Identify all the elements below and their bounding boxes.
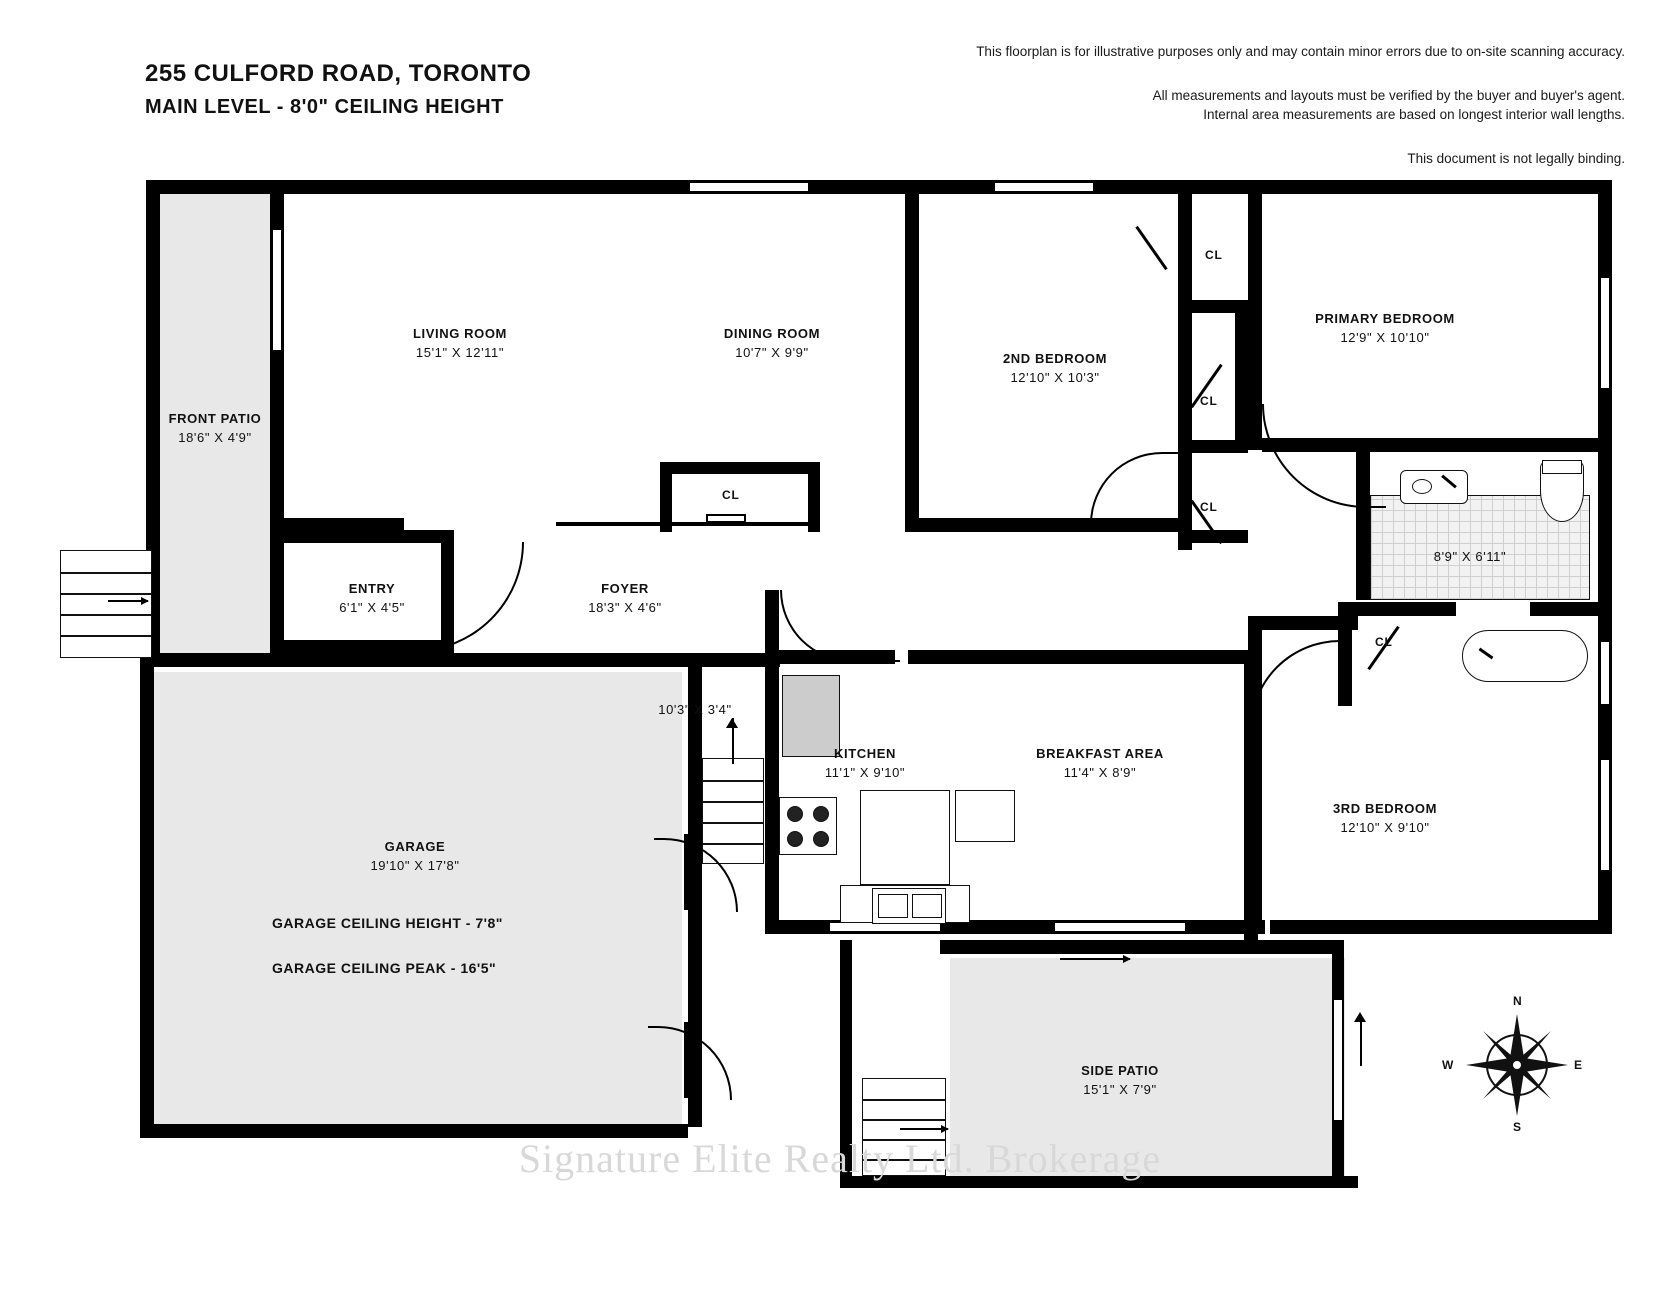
room-name: FOYER xyxy=(601,581,649,596)
room-dims: 8'9" X 6'11" xyxy=(1433,549,1507,564)
garage-note-ceiling-peak: GARAGE CEILING PEAK - 16'5" xyxy=(272,960,497,976)
door-garage-rear-panel xyxy=(684,1022,694,1098)
disclaimer-line-4: This document is not legally binding. xyxy=(1407,150,1625,166)
window-breakfast-bottom xyxy=(1055,923,1185,931)
disclaimer-line-2: All measurements and layouts must be verified by the buyer and buyer's agent. xyxy=(1152,87,1625,103)
compass-label-n: N xyxy=(1513,994,1522,1008)
wall-hall-closet-lower-top xyxy=(1338,602,1356,616)
compass-label-e: E xyxy=(1574,1058,1583,1072)
room-label-bathroom-dims xyxy=(1380,548,1560,567)
room-name: PRIMARY BEDROOM xyxy=(1315,311,1455,326)
sink-bowl xyxy=(1412,479,1432,494)
room-dims: 15'1" X 12'11" xyxy=(415,344,505,360)
wall-hall-stair-right xyxy=(765,590,779,660)
closet-label-3: CL xyxy=(1200,500,1218,514)
room-dims: 18'6" X 4'9" xyxy=(178,429,252,445)
window-right-1 xyxy=(1601,278,1609,388)
garage-fill xyxy=(148,672,682,1127)
compass-label-s: S xyxy=(1513,1120,1522,1134)
room-dims: 12'9" X 10'10" xyxy=(1340,329,1430,345)
compass-icon xyxy=(1452,1000,1582,1130)
room-dims: 11'4" X 8'9" xyxy=(1063,764,1137,780)
wall-bath-bottom xyxy=(1356,602,1456,616)
disclaimer-line-1: This floorplan is for illustrative purposes only and may contain minor errors due to on-site scanning accuracy. xyxy=(976,44,1625,59)
room-dims: 6'1" X 4'5" xyxy=(339,599,405,615)
breakfast-exit-arrow xyxy=(1060,958,1130,960)
room-label-entry xyxy=(292,580,452,618)
door-garage-interior-panel xyxy=(684,834,694,910)
room-label-side-patio xyxy=(1020,1062,1220,1100)
room-label-living-room xyxy=(360,325,560,363)
closet-foyer-walls xyxy=(660,462,820,474)
room-name: GARAGE xyxy=(384,839,446,854)
window-right-3 xyxy=(1601,760,1609,870)
room-dims: 10'7" X 9'9" xyxy=(735,344,809,360)
wall-breakfast-right xyxy=(1244,650,1258,940)
sink-basin-right xyxy=(912,894,942,918)
burner-3 xyxy=(787,831,803,847)
room-name: BREAKFAST AREA xyxy=(1036,746,1164,761)
room-dims: 15'1" X 7'9" xyxy=(1083,1081,1157,1097)
toilet-tank xyxy=(1542,460,1582,474)
room-name: FRONT PATIO xyxy=(168,411,262,426)
garage-note-ceiling-height: GARAGE CEILING HEIGHT - 7'8" xyxy=(272,915,503,931)
window-top-2 xyxy=(995,183,1093,191)
burner-1 xyxy=(787,806,803,822)
room-name: 2ND BEDROOM xyxy=(1002,351,1108,366)
closet-label-foyer: CL xyxy=(722,488,740,502)
compass-label-w: W xyxy=(1442,1058,1454,1072)
stairs-front-exterior xyxy=(60,550,152,658)
stairs-interior-arrowhead xyxy=(726,718,738,728)
room-name: LIVING ROOM xyxy=(413,326,507,341)
room-dims: 12'10" X 9'10" xyxy=(1340,819,1430,835)
wall-2nd-bedroom-right xyxy=(1178,180,1192,310)
wall-kitchen-left xyxy=(765,650,779,920)
room-name: SIDE PATIO xyxy=(1081,1063,1159,1078)
disclaimer-block xyxy=(865,42,1625,168)
window-patio-right xyxy=(273,230,281,350)
stove-range xyxy=(779,797,837,855)
closet-label-1: CL xyxy=(1205,248,1223,262)
wall-foyer-kitchen-top xyxy=(688,653,780,667)
stairs-side-patio-arrow xyxy=(900,1128,948,1130)
room-dims: 11'1" X 9'10" xyxy=(824,764,906,780)
stairs-interior-hall xyxy=(702,758,764,864)
wall-hall-closet-col2 xyxy=(1235,300,1248,450)
room-label-breakfast-area xyxy=(1000,745,1200,783)
disclaimer-line-3: Internal area measurements are based on longest interior wall lengths. xyxy=(1203,107,1625,123)
bathtub-fixture xyxy=(1462,630,1588,682)
sink-basin-left xyxy=(878,894,908,918)
door-bathroom xyxy=(1250,640,1350,730)
page-title: 255 CULFORD ROAD, TORONTO xyxy=(145,60,532,87)
burner-2 xyxy=(813,806,829,822)
wall-3rd-bedroom-top xyxy=(1248,616,1358,630)
room-dims: 18'3" X 4'6" xyxy=(588,599,662,615)
wall-breakfast-top xyxy=(908,650,1258,664)
wall-livingroom-bottom xyxy=(284,518,404,532)
wall-dining-right xyxy=(905,180,919,532)
wall-bath-bottom-2 xyxy=(1530,602,1612,616)
room-dims: 19'10" X 17'8" xyxy=(370,857,460,873)
room-name: ENTRY xyxy=(348,581,396,596)
patio-right-arrow xyxy=(1360,1020,1362,1066)
room-label-foyer xyxy=(530,580,720,618)
title-block xyxy=(145,60,531,119)
wall-hall-bottom xyxy=(148,653,688,667)
room-label-dining-room xyxy=(672,325,872,363)
closet-label-2: CL xyxy=(1200,394,1218,408)
room-name: 3RD BEDROOM xyxy=(1332,801,1438,816)
closet-foyer-door xyxy=(556,522,820,526)
watermark-brokerage: Signature Elite Realty Ltd. Brokerage xyxy=(518,1136,1162,1181)
window-top-1 xyxy=(690,183,808,191)
patio-right-arrowhead xyxy=(1354,1012,1366,1022)
counter-peninsula xyxy=(860,790,950,885)
room-label-hall-dims xyxy=(640,700,750,720)
door-2nd-bedroom xyxy=(1090,452,1182,524)
door-primary-bedroom xyxy=(1262,404,1386,508)
room-label-kitchen xyxy=(765,745,965,783)
room-name: KITCHEN xyxy=(834,746,896,761)
closet-foyer-handle xyxy=(706,514,746,523)
counter-upper xyxy=(955,790,1015,842)
page-subtitle: MAIN LEVEL - 8'0" CEILING HEIGHT xyxy=(145,96,504,118)
room-label-3rd-bedroom xyxy=(1285,800,1485,838)
room-label-front-patio xyxy=(120,410,310,448)
window-kitchen-bottom xyxy=(830,923,940,931)
wall-primary-left xyxy=(1248,180,1262,450)
room-name: DINING ROOM xyxy=(723,326,821,341)
window-right-2 xyxy=(1601,642,1609,704)
exterior-wall-bottom-right xyxy=(1270,920,1612,934)
room-label-garage xyxy=(305,838,525,876)
exterior-wall-left-lower xyxy=(140,658,154,1138)
closet-bifold-1 xyxy=(1135,226,1167,270)
room-label-2nd-bedroom xyxy=(955,350,1155,388)
room-dims: 10'3" X 3'4" xyxy=(658,702,732,717)
compass-rose xyxy=(1442,994,1583,1134)
wall-side-patio-top xyxy=(940,940,1344,954)
burner-4 xyxy=(813,831,829,847)
sink-fixture xyxy=(1400,470,1468,504)
wall-hall-closet-div1 xyxy=(1178,440,1248,453)
room-label-primary-bedroom xyxy=(1275,310,1495,348)
window-side-patio-right xyxy=(1334,1000,1342,1120)
exterior-wall-top xyxy=(146,180,1612,194)
stairs-front-arrow xyxy=(108,600,148,602)
room-dims: 12'10" X 10'3" xyxy=(1010,369,1100,385)
closet-label-4: CL xyxy=(1375,635,1393,649)
